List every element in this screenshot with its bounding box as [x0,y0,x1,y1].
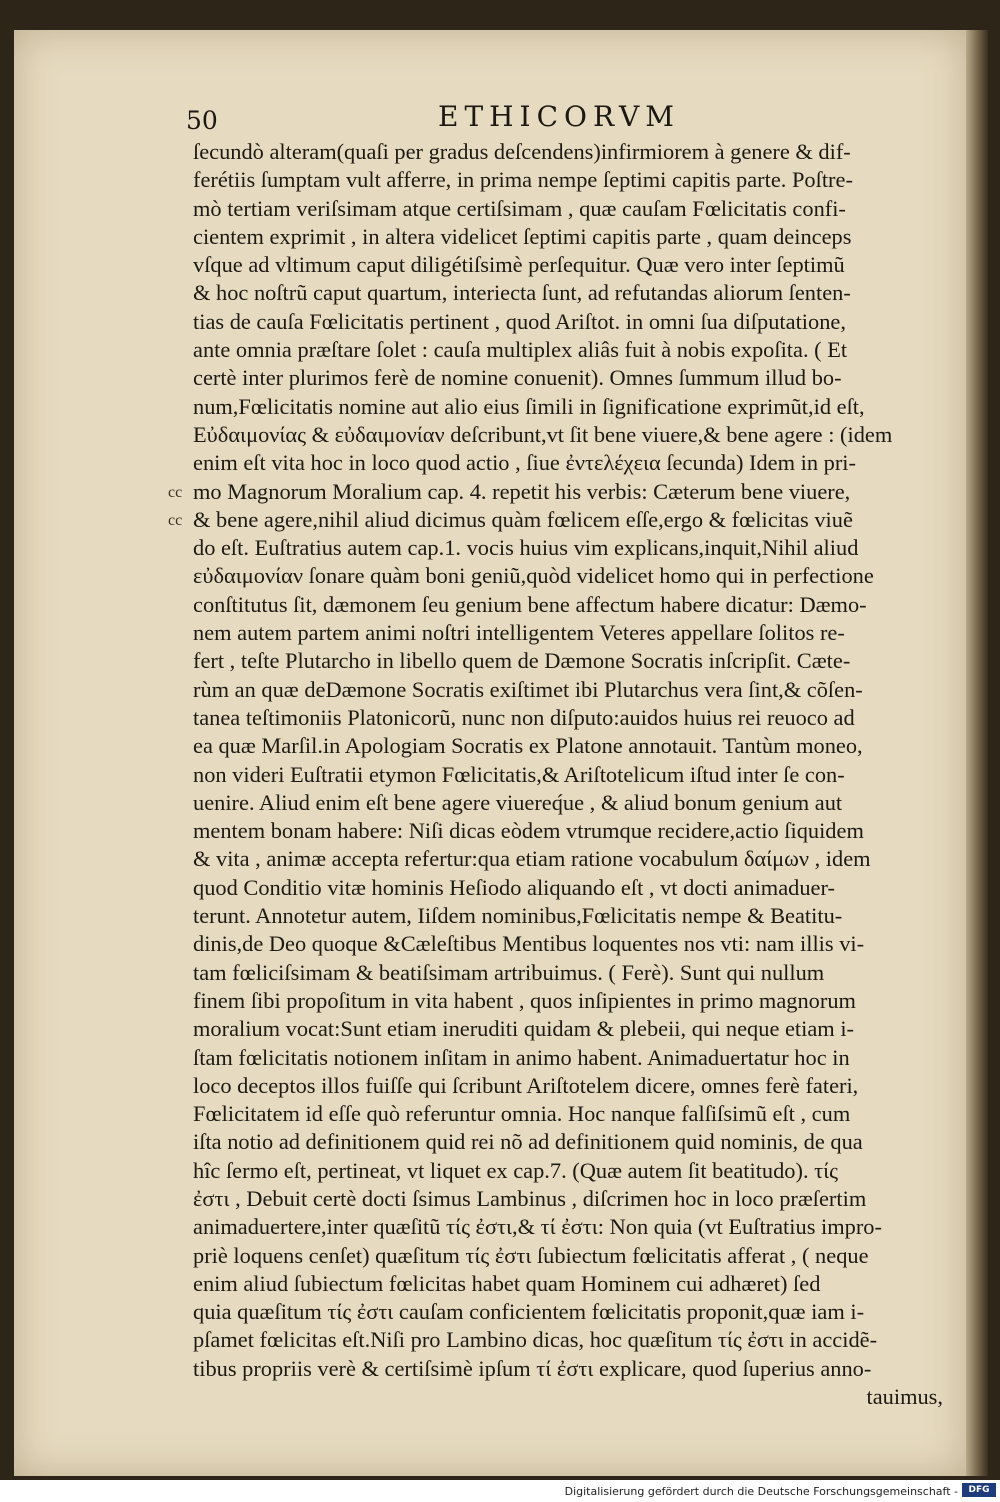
funding-credit: Digitalisierung gefördert durch die Deutsche Forschungsgemeinschaft - [564,1485,958,1498]
text-line: priè loquens cenſet) quæſitum τίς ἐστι ſubiectum fœlicitatis afferat , ( neque [193,1242,869,1268]
page-edge [966,30,988,1476]
text-line: moralium vocat:Sunt etiam ineruditi quidam & plebeii, qui neque etiam i- [193,1016,854,1042]
text-line: conſtitutus ſit, dæmonem ſeu genium bene affectum habere dicatur: Dæmo- [193,591,867,617]
text-line: ſtam fœlicitatis notionem inſitam in animo habent. Animaduertatur hoc in [193,1044,850,1070]
margin-quote-mark: cc [168,511,183,529]
text-line: ferétiis ſumptam vult afferre, in prima nempe ſeptimi capitis parte. Poſtre- [193,167,853,193]
text-line: ſecundò alteram(quaſi per gradus deſcendens)infirmiorem à genere & dif- [193,139,851,164]
running-title: ETHICORVM [438,100,680,133]
text-line: εὐδαιμονίαν ſonare quàm boni geniũ,quòd videlicet homo qui in perfectione [193,563,874,589]
catchword: tauimus, [866,1384,943,1410]
text-line: & hoc noſtrũ caput quartum, interiecta ſunt, ad refutandas aliorum ſenten- [193,280,851,306]
footer-bar [0,1480,1000,1502]
text-line: loco deceptos illos fuiſſe qui ſcribunt Ariſtotelem dicere, omnes ferè fateri, [193,1072,859,1098]
text-line: mo Magnorum Moralium cap. 4. repetit his verbis: Cæterum bene viuere, [193,478,851,504]
text-line: fert , teſte Plutarcho in libello quem de Dæmone Socratis inſcripſit. Cæte- [193,648,851,674]
margin-quote-mark: cc [168,483,183,501]
text-line: quod Conditio vitæ hominis Heſiodo aliquando eſt , vt docti animaduer- [193,874,835,900]
text-line: do eſt. Euſtratius autem cap.1. vocis huius vim explicans,inquit,Nihil aliud [193,535,859,561]
text-line: cientem exprimit , in altera videlicet ſeptimi capitis parte , quam deinceps [193,223,852,249]
text-line: vſque ad vltimum caput diligétiſsimè perſequitur. Quæ vero inter ſeptimũ [193,252,845,278]
text-line: rùm an quæ deDæmone Socratis exiſtimet ibi Plutarchus vera ſint,& cõſen- [193,676,863,702]
folio-number: 50 [186,106,218,135]
text-line: ante omnia præſtare ſolet : cauſa multiplex aliâs fuit à nobis expoſita. ( Et [193,337,848,363]
text-line: non videri Euſtratii etymon Fœlicitatis,& Ariſtotelicum iſtud inter ſe con- [193,761,845,787]
text-line: dinis,de Deo quoque &Cæleſtibus Mentibus loquentes nos vti: nam illis vi- [193,931,865,957]
text-line: Fœlicitatem id eſſe quò referuntur omnia. Hoc nanque falſiſsimũ eſt , cum [193,1101,851,1127]
text-line: mò tertiam veriſsimam atque certiſsimam , quæ cauſam Fœlicitatis confi- [193,195,846,221]
text-line: finem ſibi propoſitum in vita habent , quos inſipientes in primo magnorum [193,987,856,1013]
text-line: hîc ſermo eſt, pertineat, vt liquet ex cap.7. (Quæ autem ſit beatitudo). τίς [193,1157,839,1183]
body-text [193,138,955,1411]
text-line: num,Fœlicitatis nomine aut alio eius ſimili in ſignificatione exprimũt,id eſt, [193,393,865,419]
text-line: tam fœliciſsimam & beatiſsimam artribuimus. ( Ferè). Sunt qui nullum [193,959,825,985]
text-line: terunt. Annotetur autem, Iiſdem nominibus,Fœlicitatis nempe & Beatitu- [193,903,843,929]
text-line: quia quæſitum τίς ἐστι cauſam conficientem fœlicitatis proponit,quæ iam i- [193,1299,865,1325]
text-line: tanea teſtimoniis Platonicorũ, nunc non diſputo:auidos huius rei reuoco ad [193,704,855,730]
text-line: tias de cauſa Fœlicitatis pertinent , quod Ariſtot. in omni ſua diſputatione, [193,308,846,334]
dfg-logo: DFG [962,1483,996,1497]
text-line: ἐστι , Debuit certè docti ſsimus Lambinus , diſcrimen hoc in loco præſertim [193,1185,867,1211]
text-line: certè inter plurimos ferè de nomine conuenit). Omnes ſummum illud bo- [193,365,842,391]
text-line: enim eſt vita hoc in loco quod actio , ſiue ἐντελέχεια ſecunda) Idem in pri- [193,450,856,476]
text-line: & vita , animæ accepta refertur:qua etiam ratione vocabulum δαίμων , idem [193,846,871,872]
text-line: & bene agere,nihil aliud dicimus quàm fœlicem eſſe,ergo & fœlicitas viuẽ [193,506,853,532]
text-line: uenire. Aliud enim eſt bene agere viuereq́ue , & aliud bonum genium aut [193,789,843,815]
page-header [0,100,1000,140]
text-line: Εὐδαιμονίας & εὐδαιμονίαν deſcribunt,vt ſit bene viuere,& bene agere : (idem [193,421,893,447]
text-line: nem autem partem animi noſtri intelligentem Veteres appellare ſolitos re- [193,620,845,646]
text-line: animaduertere,inter quæſitũ τίς ἐστι,& τί ἐστι: Non quia (vt Euſtratius impro- [193,1214,882,1240]
text-line: ea quæ Marſil.in Apologiam Socratis ex Platone annotauit. Tantùm moneo, [193,733,863,759]
text-line: iſta notio ad definitionem quid rei nõ ad definitionem quid nominis, de qua [193,1129,863,1155]
text-line: pſamet fœlicitas eſt.Niſi pro Lambino dicas, hoc quæſitum τίς ἐστι in accidẽ- [193,1327,878,1353]
text-line: tibus propriis verè & certiſsimè ipſum τί ἐστι explicare, quod ſuperius anno- [193,1355,872,1381]
text-line: mentem bonam habere: Niſi dicas eòdem vtrumque recidere,actio ſiquidem [193,818,864,844]
text-line: enim aliud ſubiectum fœlicitas habet quam Hominem cui adhæret) ſed [193,1270,821,1296]
